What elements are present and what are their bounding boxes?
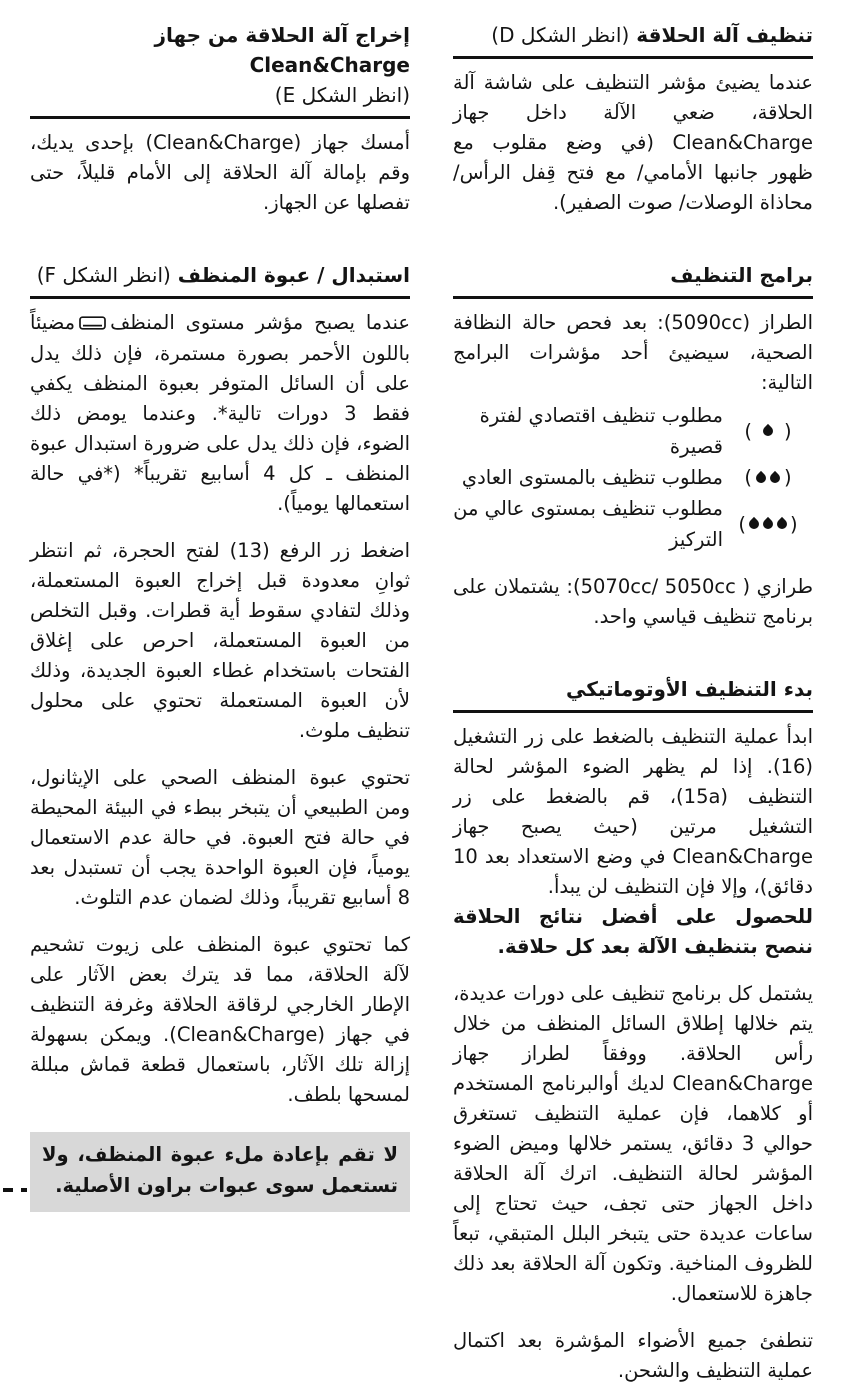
paragraph-text: عندما يصبح مؤشر مستوى المنظف	[110, 311, 410, 334]
section-title-bold: تنظيف آلة الحلاقة	[636, 23, 813, 47]
figure-reference: (انظر الشكل D)	[491, 23, 630, 47]
paragraph-lubricants: كما تحتوي عبوة المنظف على زيوت تشحيم لآلة الحلاقة، مما قد يترك بعض الآثار على الإطار الخارجي لرقاقة الحلاقة وغرفة التنظيف في جهاز (Clean&Charge). ويمكن بسهولة إزالة تلك الآثار، باستعمال قطعة قماش مبللة لمسحها بلطف.	[30, 932, 411, 1106]
drop-icon	[747, 517, 761, 531]
drop-icon	[761, 424, 775, 438]
section-divider	[30, 296, 410, 299]
program-row	[453, 462, 813, 493]
section-title-replace-cartridge	[30, 260, 410, 290]
section-divider	[453, 296, 813, 299]
figure-reference: (انظر الشكل E)	[274, 83, 410, 107]
program-drops-indicator: ( )	[744, 466, 792, 489]
program-drops-indicator: ( )	[744, 419, 792, 443]
section-remove-shaver	[30, 20, 410, 218]
program-indicator-list	[453, 400, 813, 555]
paragraph-clean-shaver: عندما يضيئ مؤشر التنظيف على شاشة آلة الحلاقة، ضعي الآلة داخل جهاز Clean&Charge (في وضع مقلوب مع ظهور جانبها الأمامي/ مع فتح قِفل الرأس/ محاذاة الوصلات/ صوت الصفير).	[453, 71, 813, 214]
drop-icon	[754, 470, 768, 484]
program-label: مطلوب تنظيف اقتصادي لفترة قصيرة	[479, 404, 723, 458]
paragraph-cartridge-level	[30, 308, 410, 519]
paragraph-advice-bold: للحصول على أفضل نتائج الحلاقة ننصح بتنظيف الآلة بعد كل حلاقة.	[453, 905, 813, 958]
cropped-glyph	[3, 1188, 13, 1192]
program-row	[453, 493, 813, 555]
cropped-print-marks	[3, 1186, 43, 1192]
section-title-clean-shaver	[453, 20, 813, 50]
drop-icon	[768, 470, 782, 484]
paragraph-start-cleaning: ابدأ عملية التنظيف بالضغط على زر التشغيل (16). إذا لم يظهر الضوء المؤشر لحالة التنظيف (15a)، قم بالضغط على زر التشغيل مرتين (حيث يصبح جهاز Clean&Charge في وضع الاستعداد بعد 10 دقائق)، وإلا فإن التنظيف لن يبدأ.	[453, 725, 814, 898]
paragraph-program-cycles: يشتمل كل برنامج تنظيف على دورات عديدة، يتم خلالها إطلاق السائل المنظف من خلال رأس الحلاقة. ووفقاً لطراز جهاز Clean&Charge لديك أوالبرنامج المستخدم أو كلاهما، فإن عملية التنظيف تستغرق حوالي 3 دقائق، يستمر خلالها وميض الضوء المؤشر لحالة التنظيف. اترك آلة الحلاقة داخل الجهاز حتى تجف، حيث تحتاج إلى ساعات عديدة حتى يتبخر البلل المتبقي، تبعاً للظروف المناخية. وتكون آلة الحلاقة بعد ذلك جاهزة للاستعمال.	[453, 982, 813, 1305]
paragraph-lift-button: اضغط زر الرفع (13) لفتح الحجرة، ثم انتظر ثوانِ معدودة قبل إخراج العبوة المستعملة، وذلك لتفادي سقوط أية قطرات. وقبل التخلص من العبوة المستعملة، احرص على إغلاق الفتحات باستخدام غطاء العبوة الجديدة، وذلك لأن العبوة المستعملة تحتوي على محلول تنظيف ملوث.	[30, 538, 411, 742]
drop-icon	[761, 517, 775, 531]
section-title-remove-shaver	[30, 20, 410, 110]
column-right	[453, 20, 813, 1386]
section-automatic-cleaning	[453, 674, 813, 1386]
paragraph-models-standard: طرازي ( 5070cc/ 5050cc): يشتملان على برنامج تنظيف قياسي واحد.	[453, 575, 813, 628]
figure-reference: (انظر الشكل F)	[36, 263, 171, 287]
section-title-cleaning-programs: برامج التنظيف	[670, 263, 813, 287]
paragraph-ethanol: تحتوي عبوة المنظف الصحي على الإيثانول، ومن الطبيعي أن يتبخر ببطء في البيئة المحيطة في حالة فتح العبوة. في حالة عدم الاستعمال يومياً، فإن العبوة الواحدة يجب أن تستبدل بعد 8 أسابيع تقريباً، وذلك لضمان عدم التلوث.	[30, 765, 410, 909]
drop-icon	[775, 517, 789, 531]
program-row	[453, 400, 813, 462]
section-clean-shaver	[453, 20, 813, 218]
program-label: مطلوب تنظيف بالمستوى العادي	[461, 466, 723, 489]
program-label: مطلوب تنظيف بمستوى عالي من التركيز	[453, 497, 723, 551]
column-left	[30, 20, 410, 1212]
section-title-bold: إخراج آلة الحلاقة من جهاز Clean&Charge	[154, 23, 410, 77]
section-cleaning-programs	[453, 260, 813, 632]
paragraph-remove-shaver: أمسك جهاز (Clean&Charge) بإحدى يديك، وقم بإمالة آلة الحلاقة إلى الأمام قليلاً، حتى تفصلها عن الجهاز.	[30, 131, 410, 214]
section-divider	[453, 710, 813, 713]
cleaner-level-icon	[79, 309, 106, 339]
warning-note: لا تقم بإعادة ملء عبوة المنظف، ولا تستعمل سوى عبوات براون الأصلية.	[30, 1132, 410, 1212]
section-title-automatic-cleaning: بدء التنظيف الأوتوماتيكي	[565, 677, 813, 701]
section-replace-cartridge	[30, 260, 410, 1212]
section-divider	[453, 56, 813, 59]
section-divider	[30, 116, 410, 119]
cropped-glyph	[21, 1188, 27, 1192]
paragraph-text: مضيئاً باللون الأحمر بصورة مستمرة، فإن ذلك يدل على أن السائل المتوفر بعبوة المنظف يكفي فقط 3 دورات تالية*. وعندما يومض ذلك الضوء، فإن ذلك يدل على ضرورة استبدال عبوة المنظف ـ كل 4 أسابيع تقريباً* (*في حالة استعمالها يومياً).	[30, 311, 410, 515]
section-title-bold: استبدال / عبوة المنظف	[177, 263, 410, 287]
program-drops-indicator: ( )	[738, 512, 798, 536]
paragraph-programs-intro: الطراز (5090cc): بعد فحص حالة النظافة الصحية، سيضيئ أحد مؤشرات البرامج التالية:	[453, 311, 813, 394]
paragraph-lights-off: تنطفئ جميع الأضواء المؤشرة بعد اكتمال عملية التنظيف والشحن.	[453, 1329, 813, 1382]
